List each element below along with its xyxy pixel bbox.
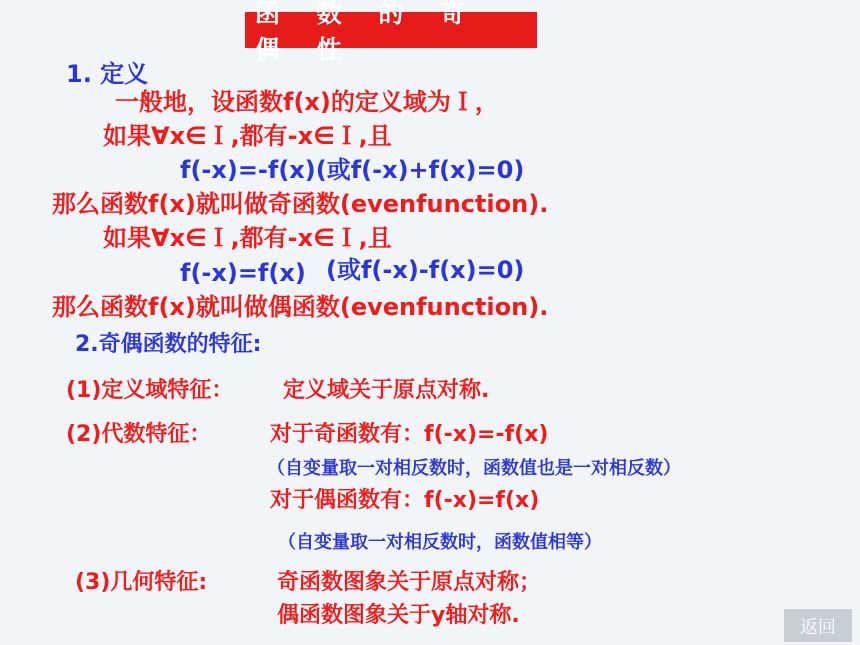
odd-formula: f(-x)=-f(x)(或f(-x)+f(x)=0) <box>180 156 525 184</box>
even-condition: 如果∀x∈Ｉ,都有-x∈Ｉ,且 <box>103 224 392 252</box>
algebra-even-text: 对于偶函数有：f(-x)=f(x) <box>270 488 540 513</box>
back-button[interactable]: 返回 <box>784 609 852 642</box>
page-title: 函 数 的 奇 偶 性 <box>245 12 537 48</box>
even-formula-alt: (或f(-x)-f(x)=0) <box>326 256 525 284</box>
geometry-even-text: 偶函数图象关于y轴对称. <box>277 603 520 628</box>
geometry-odd-text: 奇函数图象关于原点对称； <box>277 570 542 595</box>
algebra-odd-text: 对于奇函数有：f(-x)=-f(x) <box>270 422 549 447</box>
features-heading: 2.奇偶函数的特征: <box>75 332 262 357</box>
domain-feature-text: 定义域关于原点对称. <box>283 378 490 403</box>
algebra-even-note: （自变量取一对相反数时，函数值相等） <box>278 532 602 553</box>
even-conclusion: 那么函数f(x)就叫做偶函数(evenfunction). <box>52 293 549 321</box>
domain-feature-label: (1)定义域特征： <box>66 378 234 403</box>
odd-conclusion: 那么函数f(x)就叫做奇函数(evenfunction). <box>52 190 549 218</box>
algebra-odd-note: （自变量取一对相反数时，函数值也是一对相反数） <box>267 458 681 479</box>
definition-heading: 1. 定义 <box>66 60 149 88</box>
algebra-feature-label: (2)代数特征： <box>66 422 212 447</box>
definition-intro: 一般地，设函数f(x)的定义域为Ｉ， <box>115 88 499 116</box>
geometry-feature-label: (3)几何特征: <box>75 570 208 595</box>
odd-condition: 如果∀x∈Ｉ,都有-x∈Ｉ,且 <box>103 122 392 150</box>
even-formula: f(-x)=f(x) <box>180 259 306 287</box>
